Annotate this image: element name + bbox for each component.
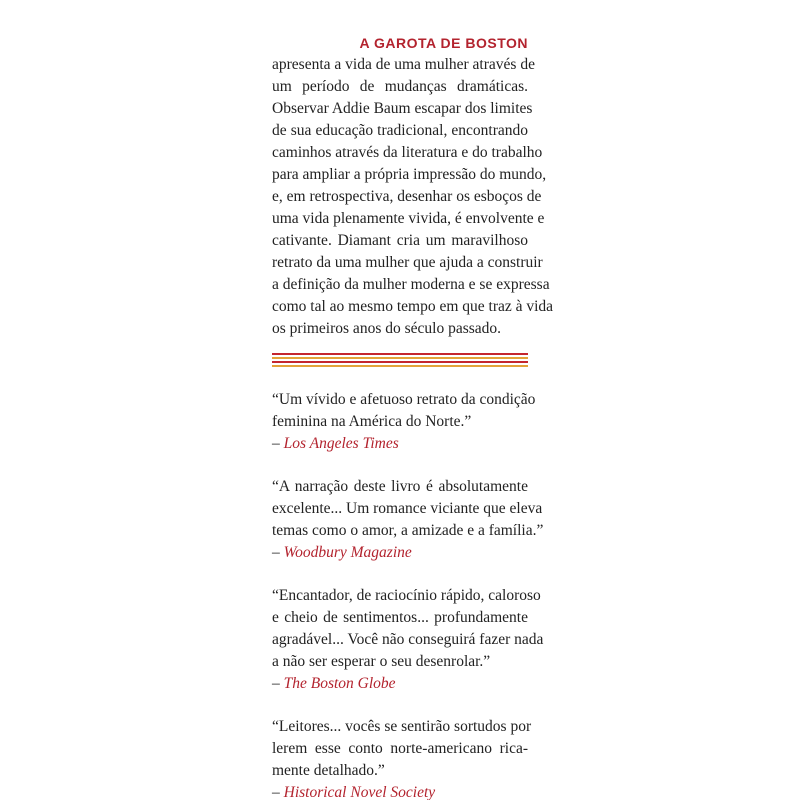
synopsis-line: cativante. Diamant cria um maravilhoso [272,232,528,249]
quote-line: “Um vívido e afetuoso retrato da condição [272,391,536,408]
synopsis-line: a definição da mulher moderna e se expressa [272,276,550,293]
quote-line: e cheio de sentimentos... profundamente [272,609,528,626]
synopsis-block [272,30,554,340]
divider-stripe [272,361,528,363]
book-title: A GAROTA DE BOSTON [359,35,528,51]
quote-line: “A narração deste livro é absolutamente [272,478,528,495]
synopsis-line: apresenta a vida de uma mulher através de [272,56,535,73]
divider-stripe [272,353,528,355]
synopsis-line: um período de mudanças dramáticas. [272,78,528,95]
quote-line: a não ser esperar o seu desenrolar.” [272,653,491,670]
quote-source [272,782,528,800]
source-name: The Boston Globe [283,675,396,692]
quote-line: “Leitores... vocês se sentirão sortudos por [272,718,532,735]
divider-stripe [272,357,528,359]
synopsis-line: e, em retrospectiva, desenhar os esboços de [272,188,542,205]
review-quote [272,389,536,455]
synopsis-line: Observar Addie Baum escapar dos limites [272,100,533,117]
striped-divider [272,353,528,369]
review-quote [272,585,544,695]
synopsis-text [272,54,554,340]
synopsis-line: de sua educação tradicional, encontrando [272,122,528,139]
quote-source [272,433,528,455]
quote-line: mente detalhado.” [272,762,385,779]
synopsis-line: uma vida plenamente vivida, é envolvente e [272,210,545,227]
source-dash: – [272,544,280,561]
synopsis-line: como tal ao mesmo tempo em que traz à vida [272,298,554,315]
synopsis-line: caminhos através da literatura e do trabalho [272,144,543,161]
quote-line: excelente... Um romance viciante que eleva [272,500,543,517]
review-quote [272,476,544,564]
quote-source [272,673,528,695]
source-dash: – [272,435,280,452]
source-dash: – [272,675,280,692]
quote-line: agradável... Você não conseguirá fazer nada [272,631,544,648]
synopsis-line: retrato da uma mulher que ajuda a construir [272,254,543,271]
source-name: Los Angeles Times [283,435,399,452]
synopsis-line: para ampliar a própria impressão do mundo, [272,166,547,183]
quote-line: temas como o amor, a amizade e a família.” [272,522,544,539]
quote-line: feminina na América do Norte.” [272,413,472,430]
source-dash: – [272,784,280,800]
divider-stripe [272,365,528,367]
source-name: Woodbury Magazine [283,544,412,561]
quote-source [272,542,528,564]
synopsis-line: os primeiros anos do século passado. [272,320,502,337]
review-quotes [272,389,544,800]
source-name: Historical Novel Society [283,784,436,800]
quote-line: lerem esse conto norte-americano rica- [272,740,528,757]
quote-line: “Encantador, de raciocínio rápido, caloroso [272,587,541,604]
review-quote [272,716,532,800]
